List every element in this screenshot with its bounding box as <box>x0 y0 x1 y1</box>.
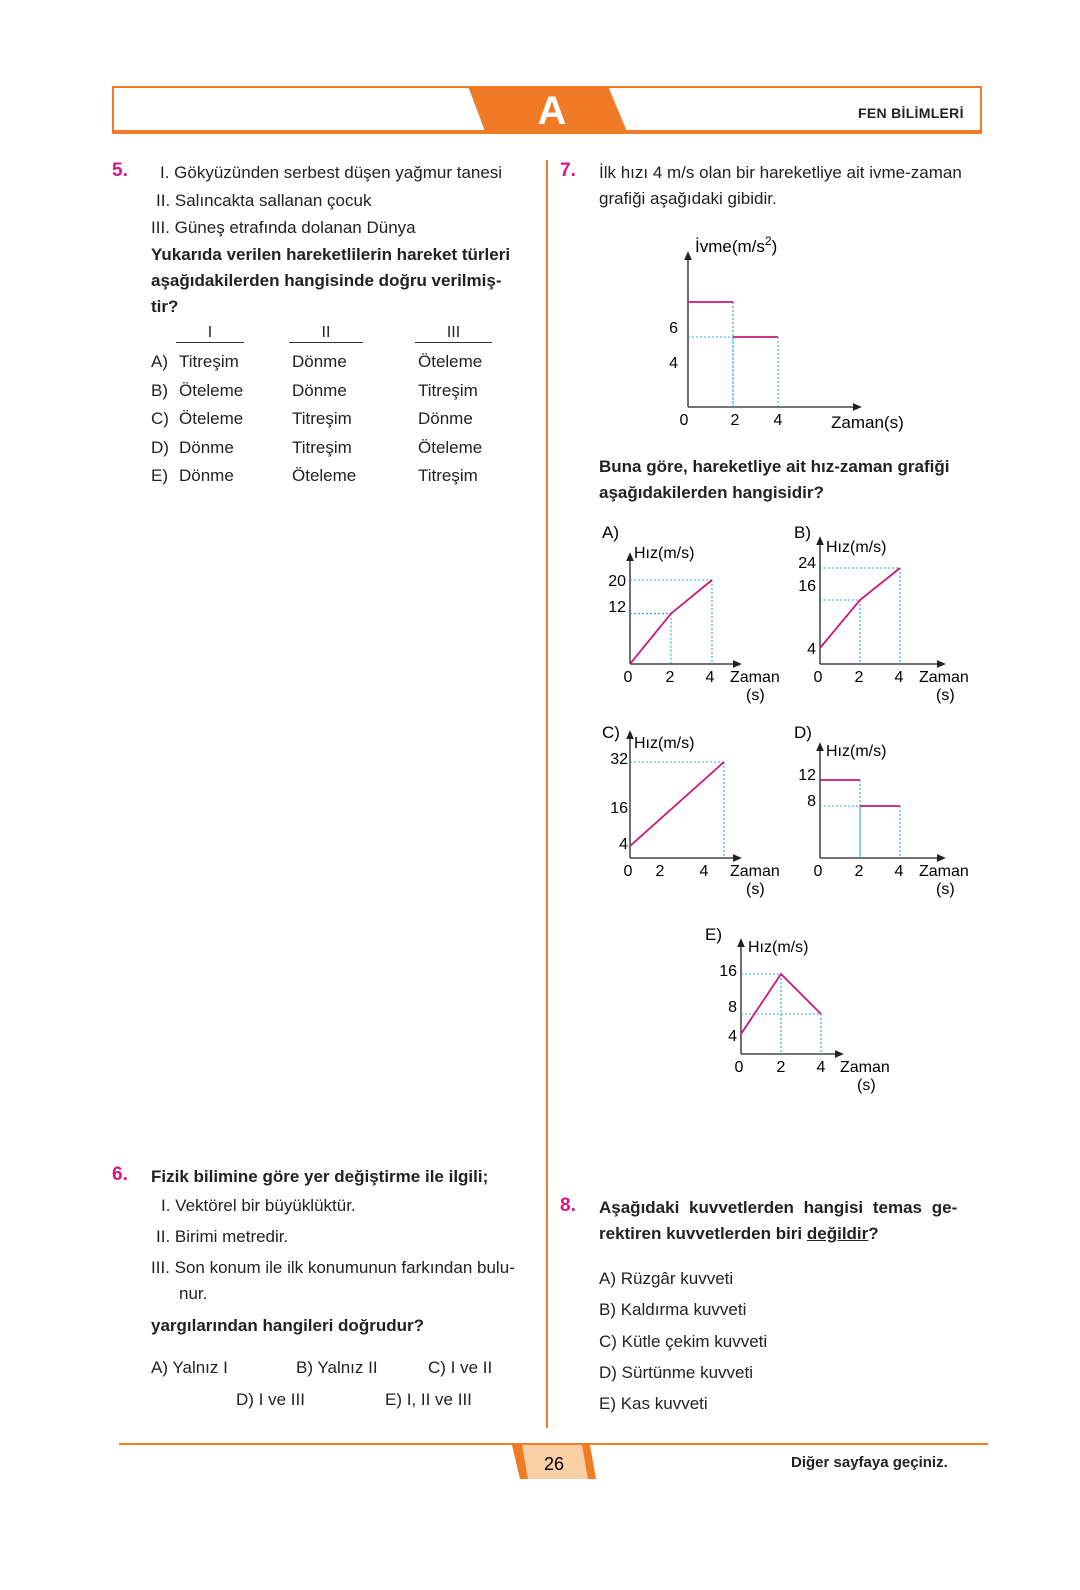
q5-question-line-2: aşağıdakilerden hangisinde doğru verilmiş- <box>151 271 502 290</box>
q8-option-b[interactable]: B) Kaldırma kuvveti <box>599 1300 747 1319</box>
q7-intro-line-1: İlk hızı 4 m/s olan bir hareketliye ait ivme-zaman <box>599 163 962 182</box>
xtick-4: 4 <box>894 669 904 686</box>
q7-intro-line-2: grafiği aşağıdaki gibidir. <box>599 189 777 208</box>
vlabel: Hız(m/s) <box>826 743 887 760</box>
q5-item-1: I. Gökyüzünden serbest düşen yağmur tanesi <box>160 163 503 182</box>
q6-option-e[interactable]: E) I, II ve III <box>385 1390 472 1409</box>
q5-number: 5. <box>112 160 128 181</box>
q7-option-d-graph[interactable] <box>780 712 990 902</box>
xtick-2: 2 <box>854 669 864 686</box>
q6-item-3: III. Son konum ile ilk konumunun farkından bulu- <box>151 1258 515 1277</box>
tunit: (s) <box>857 1077 876 1094</box>
q8-option-c[interactable]: C) Kütle çekim kuvveti <box>599 1332 768 1351</box>
q7-option-b-graph[interactable] <box>780 518 990 708</box>
q5-item-2: II. Salıncakta sallanan çocuk <box>156 191 372 210</box>
q8-negation: değildir <box>806 1224 869 1243</box>
vlabel: Hız(m/s) <box>634 735 695 752</box>
q6-option-b[interactable]: B) Yalnız II <box>296 1358 378 1377</box>
page-number: 26 <box>543 1454 565 1474</box>
q6-option-c[interactable]: C) I ve II <box>428 1358 493 1377</box>
ytick-12: 12 <box>608 599 626 616</box>
xtick-2: 2 <box>665 669 675 686</box>
ytick-16: 16 <box>719 963 737 980</box>
ytick-20: 20 <box>608 573 626 590</box>
xtick-0: 0 <box>734 1059 744 1076</box>
tunit: (s) <box>936 687 955 704</box>
q5-question-line-3: tir? <box>151 297 179 316</box>
option-label: E) <box>705 925 722 944</box>
header-tab <box>468 86 628 134</box>
q7-question-line-1: Buna göre, hareketliye ait hız-zaman grafiği <box>599 457 950 476</box>
q8-question-line-2: rektiren kuvvetlerden biri değildir? <box>599 1224 879 1243</box>
vlabel: Hız(m/s) <box>634 545 695 562</box>
header-letter: A <box>537 89 567 133</box>
tunit: (s) <box>746 687 765 704</box>
ytick-16: 16 <box>610 800 628 817</box>
q6-option-a[interactable]: A) Yalnız I <box>151 1358 228 1377</box>
q7-option-a-graph[interactable] <box>590 518 790 708</box>
ylabel: $İvme(m/s^2)$ <box>695 234 778 256</box>
q8-number: 8. <box>560 1195 576 1216</box>
ytick-8: 8 <box>807 793 816 810</box>
subject-title: FEN BİLİMLERİ <box>858 105 964 121</box>
column-divider <box>546 160 548 1428</box>
xtick-4: 4 <box>773 412 783 429</box>
xtick-4: 4 <box>894 863 904 880</box>
xtick-2: 2 <box>730 412 740 429</box>
q6-question: yargılarından hangileri doğrudur? <box>151 1316 424 1335</box>
xtick-4: 4 <box>699 863 709 880</box>
option-label: D) <box>794 723 812 742</box>
next-page-note: Diğer sayfaya geçiniz. <box>791 1454 948 1471</box>
xtick-2: 2 <box>854 863 864 880</box>
xtick-4: 4 <box>705 669 715 686</box>
xtick-0: 0 <box>623 863 633 880</box>
q7-question-line-2: aşağıdakilerden hangisidir? <box>599 483 824 502</box>
ytick-32: 32 <box>610 751 628 768</box>
q7-option-e-graph[interactable] <box>700 908 910 1098</box>
q6-item-1: I. Vektörel bir büyüklüktür. <box>161 1196 356 1215</box>
tunit: (s) <box>936 881 955 898</box>
q5-col-header-1: I <box>176 324 244 343</box>
ytick-4: 4 <box>669 355 678 372</box>
ytick-4: 4 <box>807 641 816 658</box>
tlabel: Zaman <box>919 669 969 686</box>
q6-item-2: II. Birimi metredir. <box>156 1227 289 1246</box>
q5-col-header-2: II <box>289 324 363 343</box>
ytick-6: 6 <box>669 320 678 337</box>
vlabel: Hız(m/s) <box>826 539 887 556</box>
xtick-2: 2 <box>655 863 665 880</box>
q5-question-line-1: Yukarıda verilen hareketlilerin hareket türleri <box>151 245 511 264</box>
q6-intro: Fizik bilimine göre yer değiştirme ile ilgili; <box>151 1167 489 1186</box>
q6-number: 6. <box>112 1164 128 1185</box>
xtick-0: 0 <box>813 863 823 880</box>
ytick-12: 12 <box>798 767 816 784</box>
q8-option-a[interactable]: A) Rüzgâr kuvveti <box>599 1269 734 1288</box>
ytick-4: 4 <box>728 1028 737 1045</box>
tlabel: Zaman <box>919 863 969 880</box>
q7-acceleration-graph <box>560 225 1000 440</box>
page-number-tab <box>512 1445 596 1479</box>
q5-col-header-3: III <box>415 324 492 343</box>
series-line <box>630 762 724 846</box>
tunit: (s) <box>746 881 765 898</box>
tlabel: Zaman <box>730 863 780 880</box>
xtick-4: 4 <box>816 1059 826 1076</box>
ytick-8: 8 <box>728 999 737 1016</box>
xtick-0: 0 <box>623 669 633 686</box>
q7-option-c-graph[interactable] <box>590 712 790 902</box>
xtick-0: 0 <box>679 412 689 429</box>
q7-number: 7. <box>560 160 576 181</box>
xlabel: Zaman(s) <box>831 413 904 432</box>
ytick-24: 24 <box>798 555 816 572</box>
q6-item-3-cont: nur. <box>179 1284 208 1303</box>
tlabel: Zaman <box>840 1059 890 1076</box>
tlabel: Zaman <box>730 669 780 686</box>
xtick-0: 0 <box>813 669 823 686</box>
option-label: C) <box>602 723 620 742</box>
vlabel: Hız(m/s) <box>748 939 809 956</box>
q8-question-line-1: Aşağıdaki kuvvetlerden hangisi temas ge- <box>599 1198 958 1217</box>
q8-option-e[interactable]: E) Kas kuvveti <box>599 1394 708 1413</box>
ytick-4: 4 <box>619 836 628 853</box>
xtick-2: 2 <box>776 1059 786 1076</box>
option-label: B) <box>794 523 811 542</box>
option-label: A) <box>602 523 619 542</box>
q5-item-3: III. Güneş etrafında dolanan Dünya <box>151 218 416 237</box>
q6-option-d[interactable]: D) I ve III <box>236 1390 305 1409</box>
q8-option-d[interactable]: D) Sürtünme kuvveti <box>599 1363 753 1382</box>
ytick-16: 16 <box>798 578 816 595</box>
